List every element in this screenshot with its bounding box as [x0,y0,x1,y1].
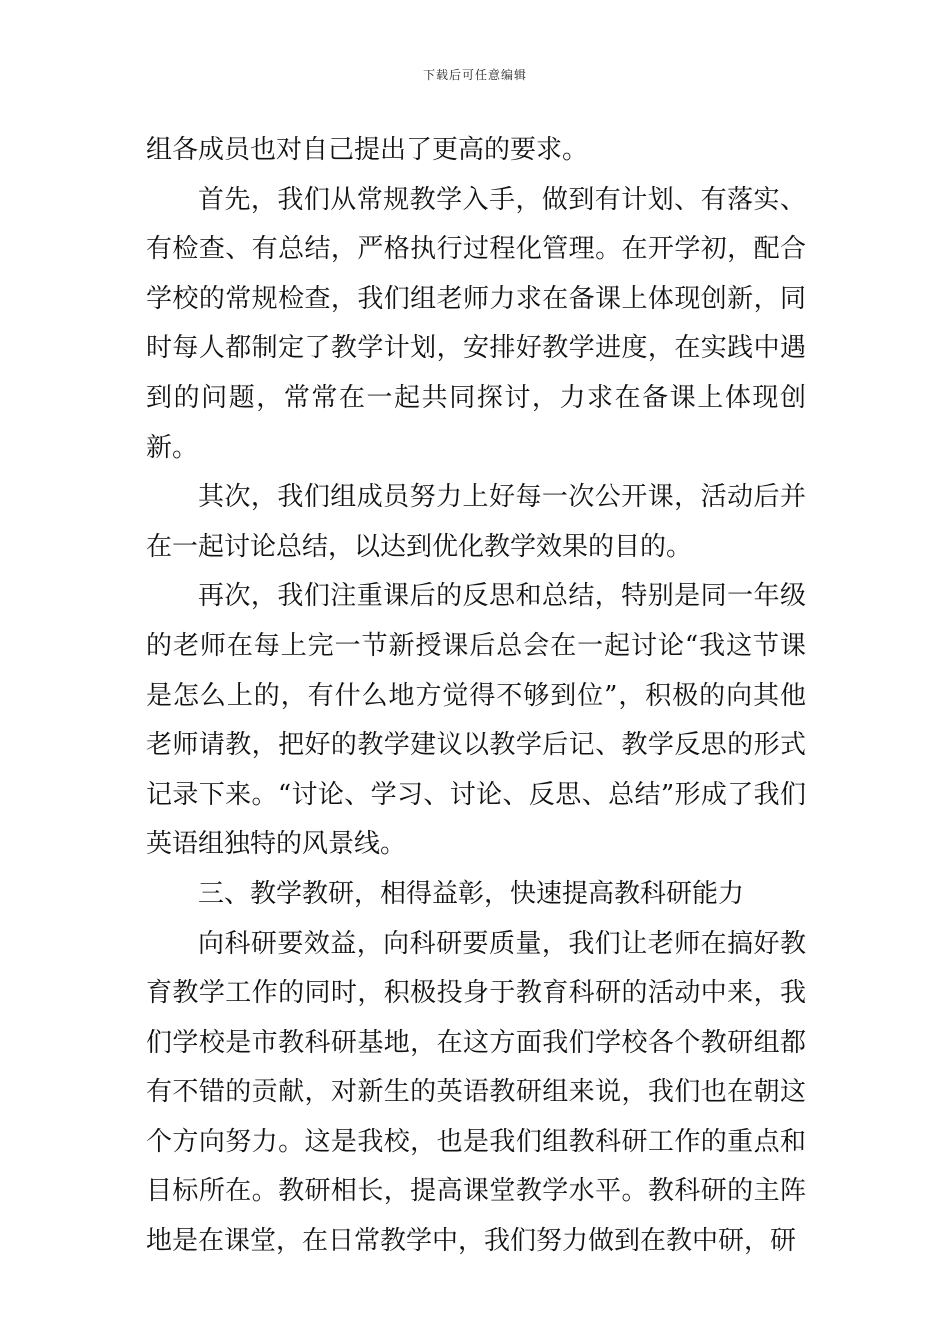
paragraph-first: 首先，我们从常规教学入手，做到有计划、有落实、有检查、有总结，严格执行过程化管理。在开学初，配合学校的常规检查，我们组老师力求在备课上体现创新，同时每人都制定了教学计划，安排好教学进度，在实践中遇到的问题，常常在一起共同探讨，力求在备课上体现创新。 [146,184,806,463]
page-header: 下载后可任意编辑 [422,68,527,82]
document-body [146,126,806,1267]
paragraph-continuation: 组各成员也对自己提出了更高的要求。 [146,135,589,165]
paragraph-second: 其次，我们组成员努力上好每一次公开课，活动后并在一起讨论总结，以达到优化教学效果的目的。 [146,482,806,562]
paragraph-research: 向科研要效益，向科研要质量，我们让老师在搞好教育教学工作的同时，积极投身于教育科研的活动中来，我们学校是市教科研基地，在这方面我们学校各个教研组都有不错的贡献，对新生的英语教研组来说，我们也在朝这个方向努力。这是我校，也是我们组教科研工作的重点和目标所在。教研相长，提高课堂教学水平。教科研的主阵地是在课堂，在日常教学中，我们努力做到在教中研，研 [146,928,806,1257]
paragraph-third: 再次，我们注重课后的反思和总结，特别是同一年级的老师在每上完一节新授课后总会在一起讨论“我这节课是怎么上的，有什么地方觉得不够到位”，积极的向其他老师请教，把好的教学建议以教学后记、教学反思的形式记录下来。“讨论、学习、讨论、反思、总结”形成了我们英语组独特的风景线。 [146,581,806,860]
section-heading: 三、教学教研，相得益彰，快速提高教科研能力 [198,878,745,909]
